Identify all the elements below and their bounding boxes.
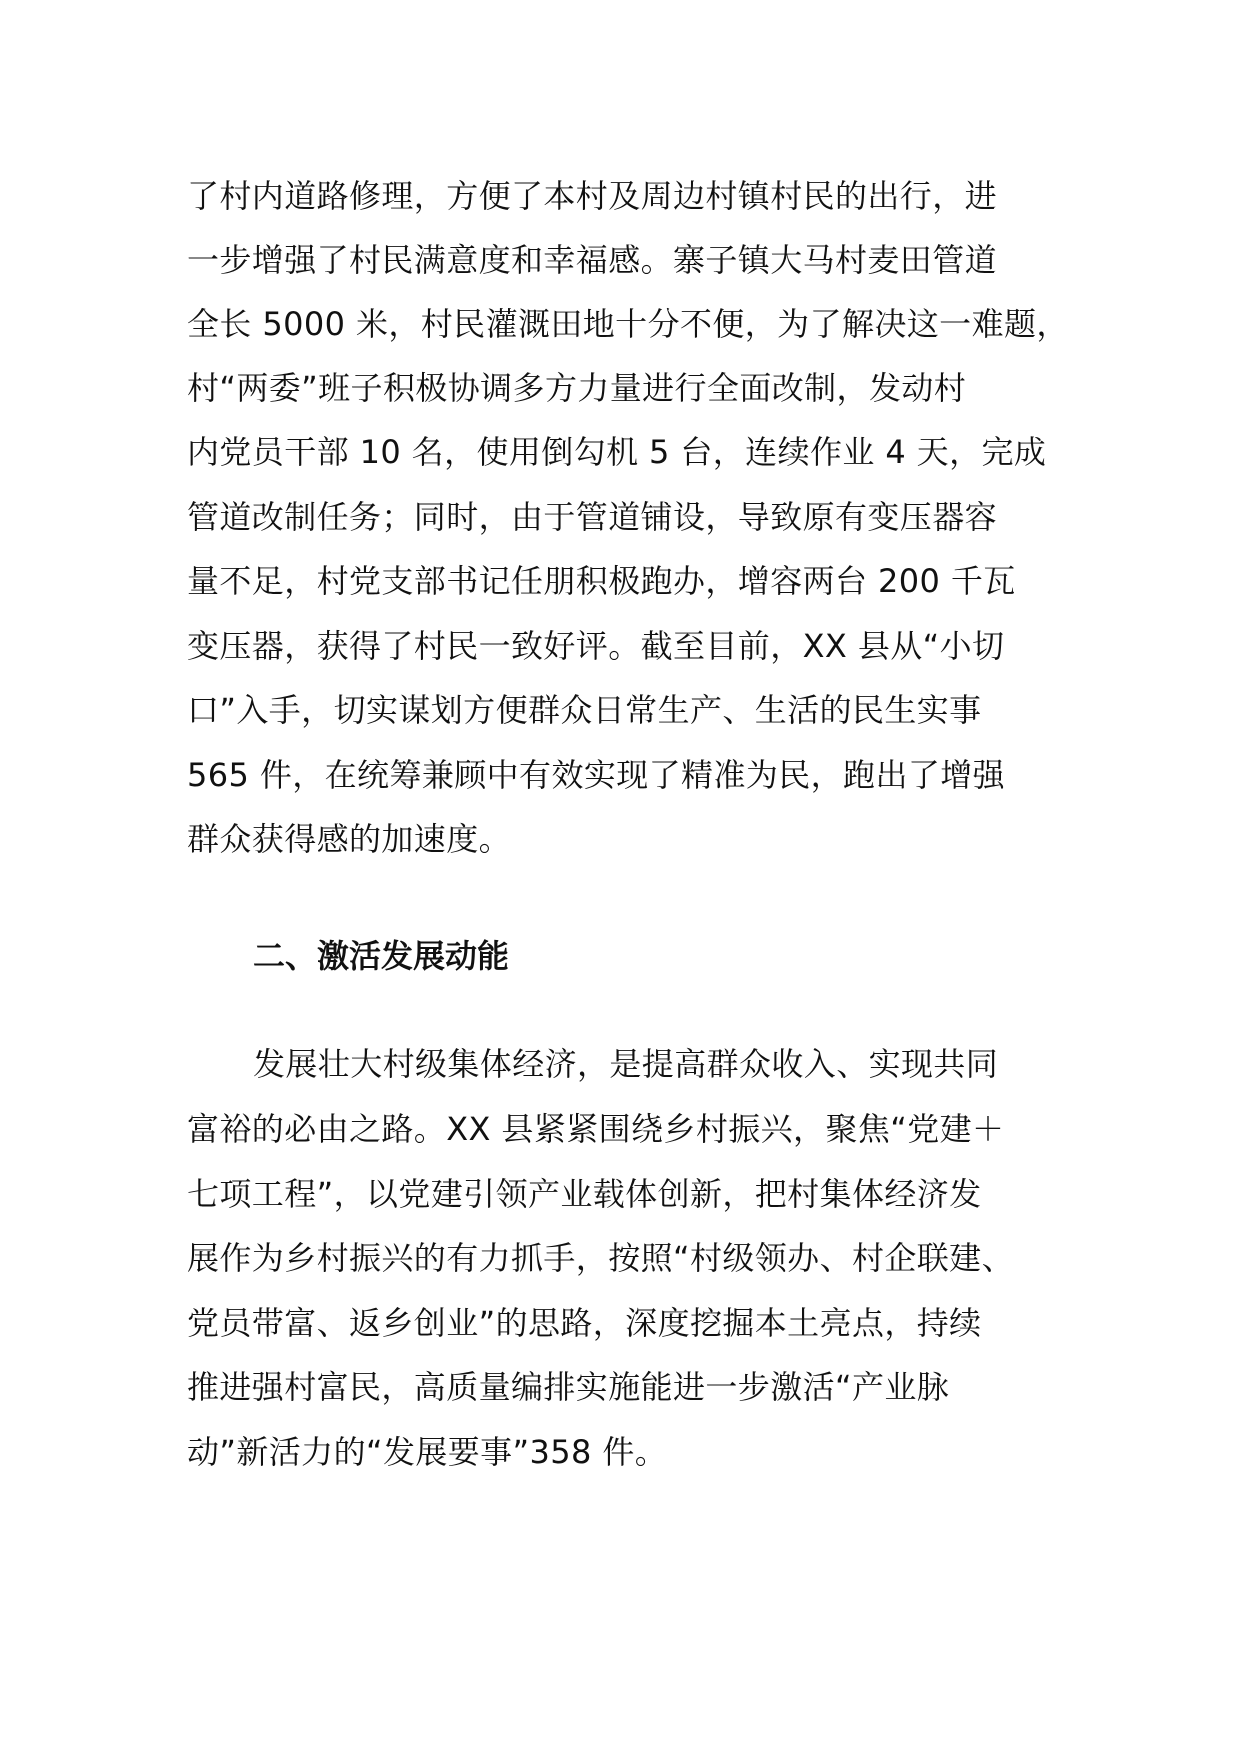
paragraph-2-line-1: 发展壮大村级集体经济，是提高群众收入、实现共同: [253, 1045, 999, 1083]
paragraph-1-line-5: 内党员干部 10 名，使用倒勾机 5 台，连续作业 4 天，完成: [187, 433, 1047, 471]
paragraph-2-line-3: 七项工程”，以党建引领产业载体创新，把村集体经济发: [187, 1175, 982, 1213]
paragraph-1-line-11: 群众获得感的加速度。: [187, 820, 512, 858]
paragraph-2-line-4: 展作为乡村振兴的有力抓手，按照“村级领办、村企联建、: [187, 1239, 1014, 1277]
paragraph-2-line-7: 动”新活力的“发展要事”358 件。: [187, 1433, 668, 1471]
paragraph-1-line-9: 口”入手，切实谋划方便群众日常生产、生活的民生实事: [187, 691, 982, 729]
paragraph-1-line-4: 村“两委”班子积极协调多方力量进行全面改制，发动村: [187, 369, 967, 407]
paragraph-2-line-6: 推进强村富民，高质量编排实施能进一步激活“产业脉: [187, 1368, 950, 1406]
paragraph-1-line-7: 量不足，村党支部书记任朋积极跑办，增容两台 200 千瓦: [187, 562, 1016, 600]
paragraph-2-line-5: 党员带富、返乡创业”的思路，深度挖掘本土亮点，持续: [187, 1304, 982, 1342]
paragraph-1-line-6: 管道改制任务；同时，由于管道铺设，导致原有变压器容: [187, 498, 998, 536]
paragraph-1-line-2: 一步增强了村民满意度和幸福感。寨子镇大马村麦田管道: [187, 241, 998, 279]
paragraph-1-line-1: 了村内道路修理，方便了本村及周边村镇村民的出行，进: [187, 177, 998, 215]
paragraph-2-line-2: 富裕的必由之路。XX 县紧紧围绕乡村振兴，聚焦“党建＋: [187, 1110, 1005, 1148]
paragraph-1-line-8: 变压器，获得了村民一致好评。截至目前，XX 县从“小切: [187, 627, 1005, 665]
paragraph-1-line-10: 565 件，在统筹兼顾中有效实现了精准为民，跑出了增强: [187, 756, 1006, 794]
section-heading: 二、激活发展动能: [253, 937, 510, 975]
paragraph-1-line-3: 全长 5000 米，村民灌溉田地十分不便，为了解决这一难题，: [187, 305, 1069, 343]
